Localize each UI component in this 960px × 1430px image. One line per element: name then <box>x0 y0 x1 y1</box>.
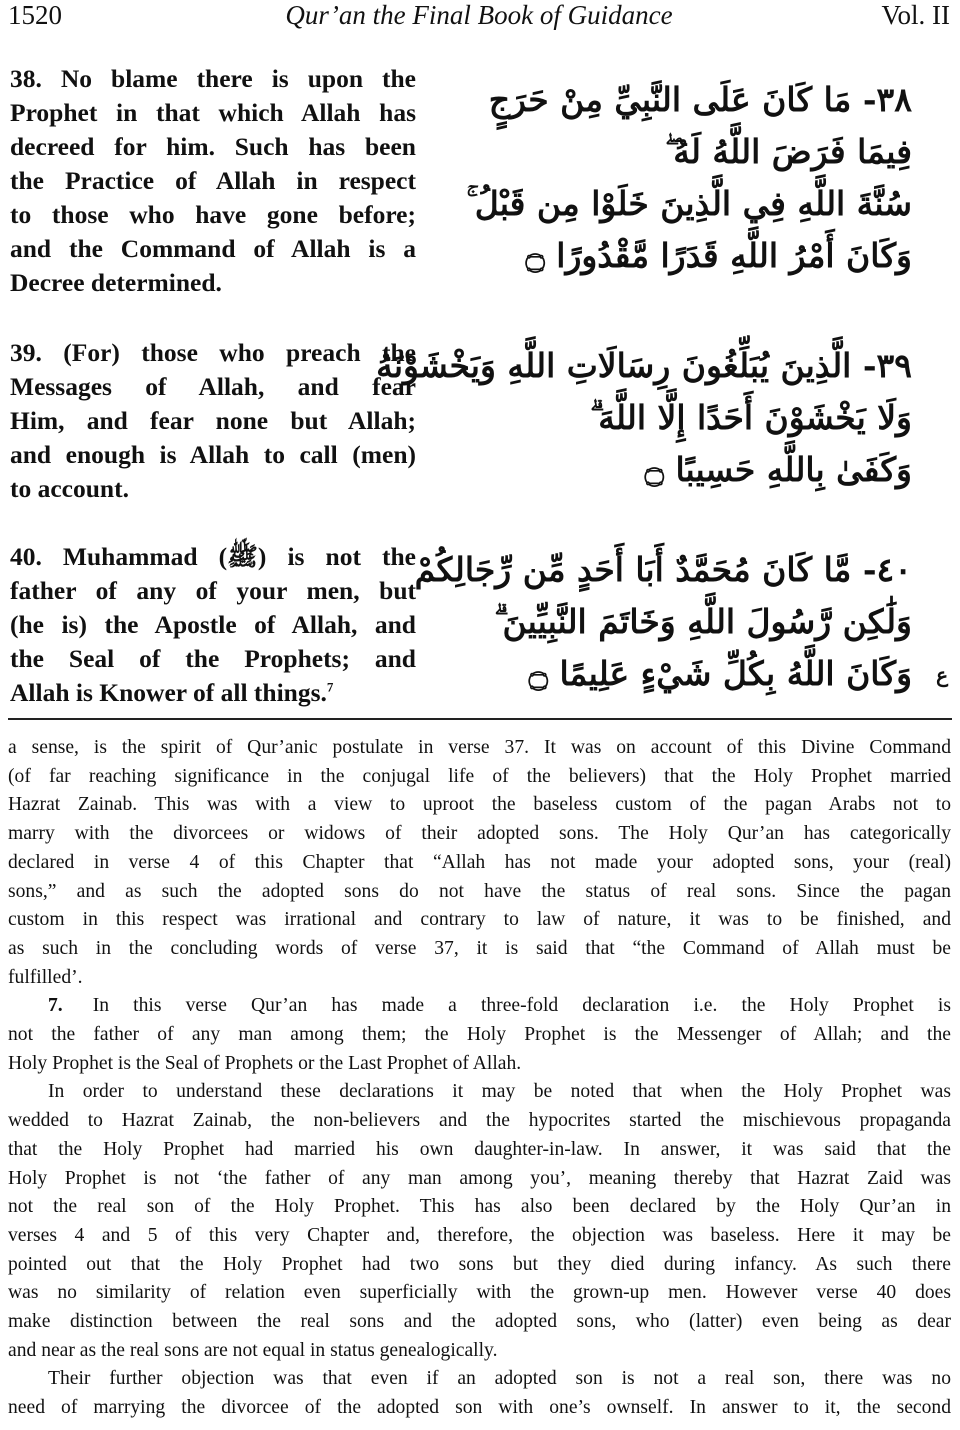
commentary-line: pointed out that the Holy Prophet had two sons but they died during infancy. As such there <box>8 1253 951 1275</box>
translation-line: and the Command of Allah is a <box>10 234 416 263</box>
arabic-line: وَلَٰكِن رَّسُولَ اللَّهِ وَخَاتَمَ النَّبِيِّينَ ۗ <box>494 602 912 641</box>
commentary-line: Their further objection was that even if an adopted son is not a real son, there was no <box>48 1368 951 1390</box>
translation-line: 38. No blame there is upon the <box>10 64 416 93</box>
translation-line: and enough is Allah to call (men) <box>10 440 416 469</box>
verse-translation <box>10 336 416 506</box>
arabic-line: سُنَّةَ اللَّهِ فِي الَّذِينَ خَلَوْا مِن قَبْلُ ۚ <box>466 184 912 223</box>
verse-40 <box>10 540 952 716</box>
translation-line: decreed for him. Such has been <box>10 132 416 161</box>
arabic-line: ٤٠- مَّا كَانَ مُحَمَّدٌ أَبَا أَحَدٍ مِّن رِّجَالِكُمْ <box>414 550 912 589</box>
commentary-line: Holy Prophet is the Seal of Prophets or the Last Prophet of Allah. <box>8 1052 522 1074</box>
commentary-line: as such in the concluding words of verse 37, it is said that “the Command of Allah must be <box>8 937 951 959</box>
translation-line <box>10 676 416 710</box>
commentary-notes <box>8 734 951 1423</box>
note-text: In this verse Qur’an has made a three-fold declaration i.e. the Holy Prophet is <box>92 995 951 1017</box>
commentary-line: and near as the real sons are not equal in status genealogically. <box>8 1339 498 1361</box>
translation-line: to those who have gone before; <box>10 200 416 229</box>
verse-arabic-text <box>376 340 912 496</box>
footnote-marker: 7 <box>326 679 334 695</box>
translation-line: Him, and fear none but Allah; <box>10 406 416 435</box>
commentary-line: not the father of any man among them; the Holy Prophet is the Messenger of Allah; and the <box>8 1024 951 1046</box>
arabic-line: ٣٩- الَّذِينَ يُبَلِّغُونَ رِسَالَاتِ اللَّهِ وَيَخْشَوْنَهُ <box>376 346 912 385</box>
translation-line: the Seal of the Prophets; and <box>10 644 416 673</box>
arabic-line: فِيمَا فَرَضَ اللَّهُ لَهُ ۖ <box>664 132 912 171</box>
arabic-line: وَكَفَىٰ بِاللَّهِ حَسِيبًا ۝ <box>644 450 912 489</box>
commentary-line: wedded to Hazrat Zainab, the non-believers and the hypocrites started the mischievous propaganda <box>8 1110 951 1132</box>
arabic-line: وَكَانَ اللَّهُ بِكُلِّ شَيْءٍ عَلِيمًا ۝ <box>528 654 912 693</box>
translation-line: Decree determined. <box>10 268 222 297</box>
commentary-line: not the real son of the Holy Prophet. This has also been declared by the Holy Qur’an in <box>8 1196 951 1218</box>
commentary-line: need of marrying the divorcee of the adopted son with one’s ownself. In answer to it, the second <box>8 1397 951 1419</box>
commentary-line <box>8 992 951 1021</box>
commentary-line: Holy Prophet is not ‘the father of any man among you’, meaning thereby that Hazrat Zaid was <box>8 1167 951 1189</box>
translation-line: 39. (For) those who preach the <box>10 338 416 367</box>
translation-line: the Practice of Allah in respect <box>10 166 416 195</box>
arabic-line: وَلَا يَخْشَوْنَ أَحَدًا إِلَّا اللَّهَ ۗ <box>589 398 912 437</box>
verse-arabic-text <box>414 544 912 700</box>
verse-translation <box>10 540 416 710</box>
translation-line: 40. Muhammad (ﷺ) is not the <box>10 542 416 571</box>
arabic-line: وَكَانَ أَمْرُ اللَّهِ قَدَرًا مَّقْدُورًا ۝ <box>525 236 912 275</box>
verse-39 <box>10 336 952 512</box>
translation-line: (he is) the Apostle of Allah, and <box>10 610 416 639</box>
commentary-line: declared in verse 4 of this Chapter that “Allah has not made your adopted sons, your (real) <box>8 851 951 873</box>
commentary-line: Hazrat Zainab. This was with a view to uproot the baseless custom of the pagan Arabs not to <box>8 794 951 816</box>
commentary-line: sons,” and as such the adopted sons do not have the status of real sons. Since the pagan <box>8 880 951 902</box>
commentary-line: make distinction between the real sons and the adopted sons, who (latter) even being as dear <box>8 1311 951 1333</box>
commentary-line: marry with the divorcees or widows of their adopted sons. The Holy Qur’an has categorically <box>8 823 951 845</box>
note-number: 7. <box>48 995 63 1017</box>
translation-line: Prophet in that which Allah has <box>10 98 416 127</box>
verse-translation <box>10 62 416 300</box>
commentary-line: custom in this respect was irrational and contrary to law of nature, it was to be finished, and <box>8 909 951 931</box>
commentary-line: In order to understand these declarations it may be noted that when the Holy Prophet was <box>48 1081 951 1103</box>
verse-arabic-text <box>452 74 912 282</box>
translation-line: to account. <box>10 474 129 503</box>
arabic-line: ٣٨- مَا كَانَ عَلَى النَّبِيِّ مِنْ حَرَجٍ <box>488 80 912 119</box>
running-title: Qur’an the Final Book of Guidance <box>285 0 673 30</box>
translation-line: father of any of your men, but <box>10 576 416 605</box>
verse-38 <box>10 62 952 302</box>
translation-line-text: Allah is Knower of all things. <box>10 678 327 707</box>
page-header <box>8 0 950 36</box>
commentary-line: was no similarity of relation even superficially with the grown-up men. However verse 40 does <box>8 1282 951 1304</box>
ruku-mark: ع <box>936 663 948 687</box>
translation-line: Messages of Allah, and fear <box>10 372 416 401</box>
page-number: 1520 <box>8 0 62 30</box>
commentary-line: verses 4 and 5 of this very Chapter and, therefore, the objection was baseless. Here it may be <box>8 1224 951 1246</box>
section-divider <box>8 718 952 720</box>
commentary-line: a sense, is the spirit of Qur’anic postulate in verse 37. It was on account of this Divine Command <box>8 737 951 758</box>
commentary-line: fulfilled’. <box>8 966 83 988</box>
volume-label: Vol. II <box>881 0 950 30</box>
commentary-line: (of far reaching significance in the conjugal life of the believers) that the Holy Prophet married <box>8 765 951 787</box>
commentary-line: that the Holy Prophet had married his own daughter-in-law. In answer, it was said that the <box>8 1138 951 1160</box>
